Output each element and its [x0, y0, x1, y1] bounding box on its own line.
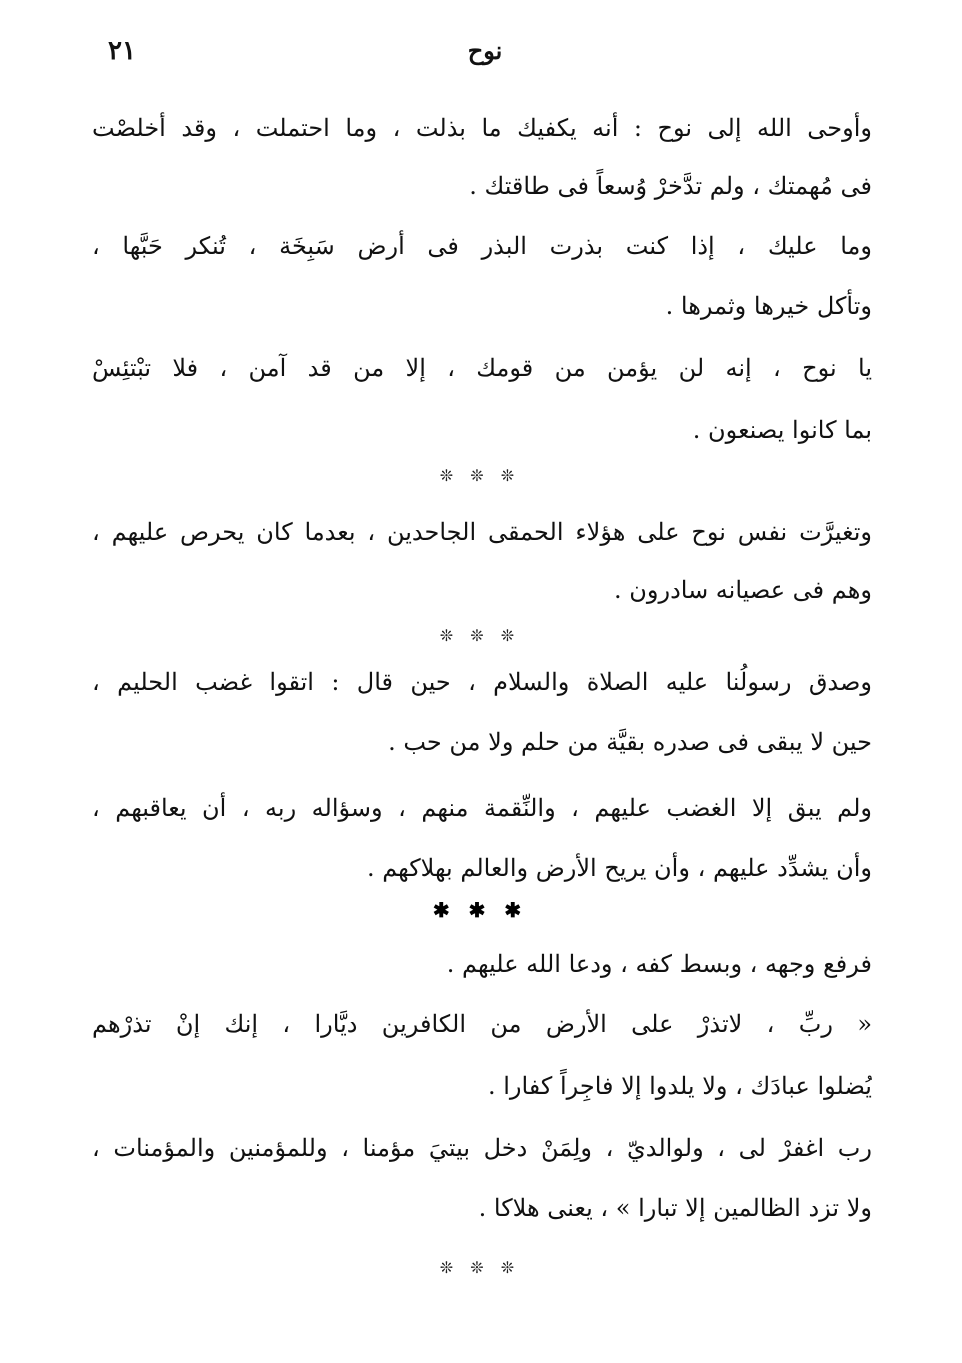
text-line: وتأكل خيرها وثمرها .	[665, 292, 872, 320]
section-separator: ❊ ❊ ❊	[439, 466, 521, 485]
text-line: « ربِّ ، لاتذرْ على الأرض من الكافرين ديَّارا ، إنك إنْ تذرْهم	[92, 1010, 872, 1038]
section-separator: ❊ ❊ ❊	[439, 1258, 521, 1277]
text-line: ولم يبق إلا الغضب عليهم ، والنِّقمة منهم ، وسؤاله ربه ، أن يعاقبهم ،	[92, 794, 872, 822]
text-line: وما عليك ، إذا كنت بذرت البذر فى أرض سَبِخَة ، تُنكر حَبَّها ،	[92, 232, 872, 260]
section-separator: ❊ ❊ ❊	[439, 626, 521, 645]
text-line: يا نوح ، إنه لن يؤمن من قومك ، إلا من قد آمن ، فلا تبْتئِسْ	[92, 354, 872, 382]
text-line: رب اغفرْ لى ، ولوالديّ ، ولِمَنْ دخل بيتيَ مؤمنا ، وللمؤمنين والمؤمنات ،	[92, 1134, 872, 1162]
text-line: حين لا يبقى فى صدره بقيَّة من حلم ولا من حب .	[388, 728, 872, 756]
text-line: فرفع وجهه ، وبسط كفه ، ودعا الله عليهم .	[446, 950, 872, 978]
text-line: وهم فى عصيانه سادرون .	[614, 576, 872, 604]
text-line: وأن يشدِّد عليهم ، وأن يريح الأرض والعالم بهلاكهم .	[366, 854, 872, 882]
text-line: وتغيرَّت نفس نوح على هؤلاء الحمقى الجاحدين ، بعدما كان يحرص عليهم ،	[92, 518, 872, 546]
section-separator: ✱ ✱ ✱	[432, 898, 528, 922]
text-line: يُضلوا عبادَك ، ولا يلدوا إلا فاجِراً كفارا .	[487, 1072, 872, 1100]
text-line: بما كانوا يصنعون .	[692, 416, 872, 444]
page-header	[0, 32, 962, 72]
text-line: فى مُهمتك ، ولم تدَّخرْ وُسعاً فى طاقتك .	[469, 172, 872, 200]
text-line: ولا تزد الظالمين إلا تبارا » ، يعنى هلاكا .	[478, 1194, 872, 1222]
page-number: ٢١	[108, 36, 136, 66]
running-title: نوح	[467, 36, 503, 65]
text-line: وأوحى الله إلى نوح : أنه يكفيك ما بذلت ، وما احتملت ، وقد أخلصْت	[92, 114, 872, 142]
text-line: وصدق رسولُنا عليه الصلاة والسلام ، حين قال : اتقوا غضب الحليم ،	[92, 668, 872, 696]
